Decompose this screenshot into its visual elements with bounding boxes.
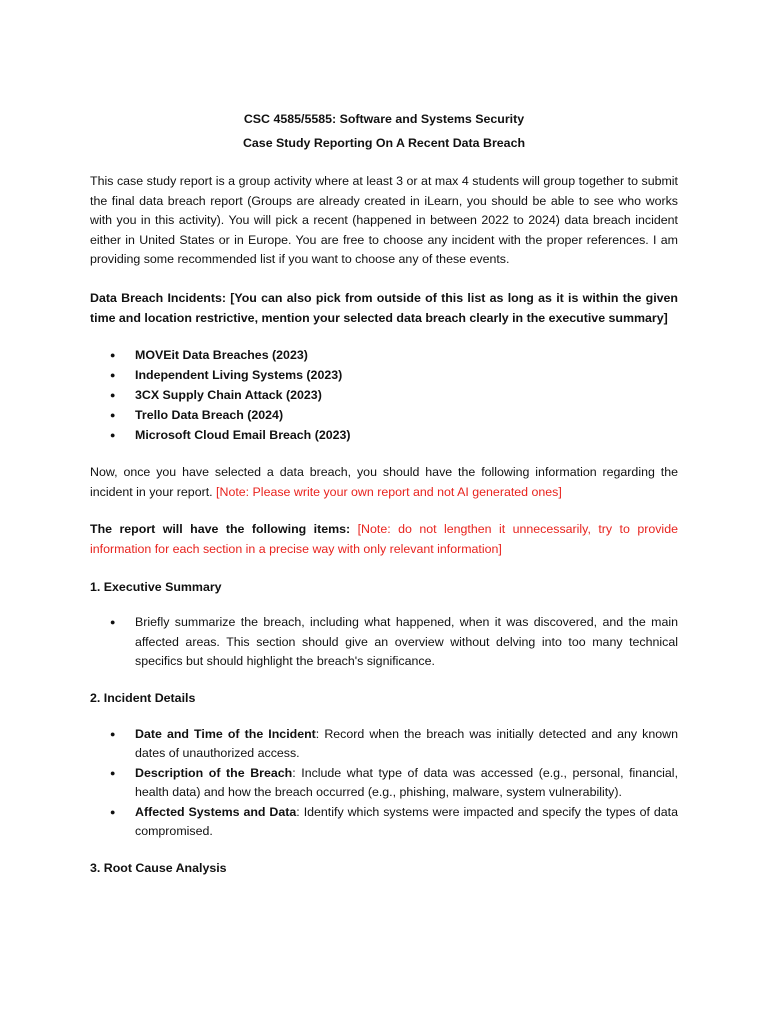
bullet-bold-label: Description of the Breach xyxy=(135,765,293,780)
report-items-note: [Note: do not lengthen it unnecessarily, try to provide information for each section in a precise way with only relevant information] xyxy=(90,522,678,556)
list-item xyxy=(90,345,678,365)
incident-name: Microsoft Cloud Email Breach (2023) xyxy=(135,428,351,443)
bullet-icon: ● xyxy=(110,370,116,381)
list-item xyxy=(90,365,678,385)
bullet-text: : Record when the breach was initially detected and any known dates of unauthorized access. xyxy=(135,726,678,761)
document-title: Case Study Reporting On A Recent Data Breach xyxy=(242,136,526,150)
list-item xyxy=(90,764,678,803)
bullet-icon: ● xyxy=(110,617,116,628)
bullet-icon: ● xyxy=(110,430,116,441)
selection-text: Now, once you have selected a data breach, you should have the following information regarding the incident in your report. xyxy=(90,465,678,499)
bullet-icon: ● xyxy=(110,390,116,401)
incident-details-list xyxy=(90,725,678,843)
bullet-bold-label: Date and Time of the Incident xyxy=(135,726,316,741)
course-title: CSC 4585/5585: Software and Systems Security xyxy=(243,112,525,126)
executive-summary-list xyxy=(90,613,678,672)
title-block xyxy=(90,108,678,154)
bullet-text: : Include what type of data was accessed (e.g., personal, financial, health data) and how the breach occurred (e.g., phishing, malware, system vulnerability). xyxy=(135,765,679,800)
report-items-label: The report will have the following items: xyxy=(90,522,358,537)
section-heading-incident-details: 2. Incident Details xyxy=(90,690,196,705)
section-heading-root-cause-analysis: 3. Root Cause Analysis xyxy=(90,861,227,876)
incidents-heading: Data Breach Incidents: [You can also pick from outside of this list as long as it is within the given time and location restrictive, mention your selected data breach clearly in the executive summary] xyxy=(90,290,678,325)
bullet-icon: ● xyxy=(110,728,116,739)
selection-paragraph xyxy=(90,463,678,502)
bullet-icon: ● xyxy=(110,806,116,817)
bullet-text: Briefly summarize the breach, including what happened, when it was discovered, and the main affected areas. This section should give an overview without delving into too many technical specifics but should highlight the breach's significance. xyxy=(135,615,678,669)
bullet-bold-label: Affected Systems and Data xyxy=(135,804,297,819)
bullet-text: : Identify which systems were impacted and specify the types of data compromised. xyxy=(135,804,678,839)
incident-name: Independent Living Systems (2023) xyxy=(135,368,343,383)
list-item xyxy=(90,803,678,842)
selection-note: [Note: Please write your own report and not AI generated ones] xyxy=(216,484,562,499)
document-page xyxy=(90,108,678,879)
incident-name: MOVEit Data Breaches (2023) xyxy=(135,348,308,363)
intro-paragraph: This case study report is a group activity where at least 3 or at max 4 students will group together to submit the final data breach report (Groups are already created in iLearn, you should be able to see who works with you in this activity). You will pick a recent (happened in between 2022 to 2024) data breach incident either in United States or in Europe. You are free to choose any incident with the proper references. I am providing some recommended list if you want to choose any of these events. xyxy=(90,174,678,267)
bullet-icon: ● xyxy=(110,350,116,361)
bullet-icon: ● xyxy=(110,767,116,778)
bullet-icon: ● xyxy=(110,410,116,421)
list-item xyxy=(90,725,678,764)
list-item xyxy=(90,385,678,405)
incident-list xyxy=(90,345,678,445)
section-heading-executive-summary: 1. Executive Summary xyxy=(90,579,222,594)
list-item xyxy=(90,425,678,445)
incident-name: Trello Data Breach (2024) xyxy=(135,408,284,423)
incident-name: 3CX Supply Chain Attack (2023) xyxy=(135,388,322,403)
report-items-paragraph xyxy=(90,520,678,559)
list-item xyxy=(90,613,678,672)
list-item xyxy=(90,405,678,425)
